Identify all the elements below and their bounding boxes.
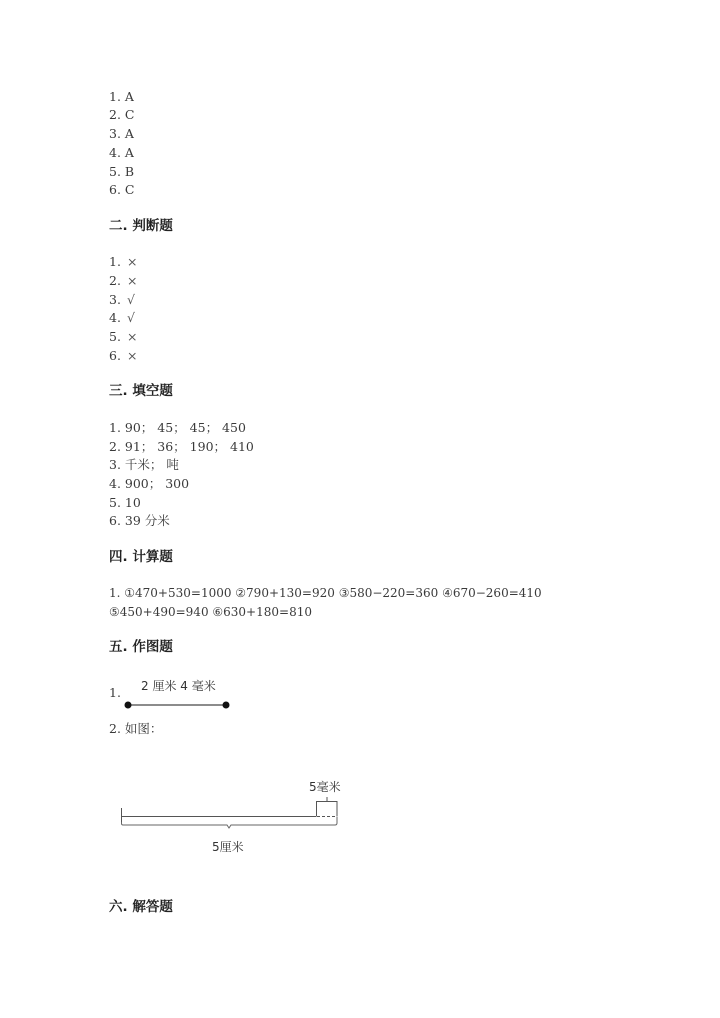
section-title-word-problems: 六. 解答题 xyxy=(109,899,173,915)
choice-answer-4: 4. A xyxy=(109,145,134,160)
item-number: 1. xyxy=(109,254,121,269)
item-number: 4. xyxy=(109,310,121,325)
calculation-line-2: ⑤450+490=940 ⑥630+180=810 xyxy=(109,605,312,619)
fill-blank-answer-6: 6. 39 分米 xyxy=(109,513,170,528)
fill-blank-answer-3: 3. 千米； 吨 xyxy=(109,457,179,472)
choice-answer-6: 6. C xyxy=(109,182,135,197)
fill-blank-answer-5: 5. 10 xyxy=(109,495,141,510)
fill-blank-answer-4: 4. 900； 300 xyxy=(109,476,190,491)
choice-answer-5: 5. B xyxy=(109,164,135,179)
section-title-judgement: 二. 判断题 xyxy=(109,218,173,234)
drawing-item-1-number: 1. xyxy=(109,685,121,700)
calculation-line-1: 1. ①470+530=1000 ②790+130=920 ③580−220=360 ④670−260=410 xyxy=(109,586,542,600)
cross-mark-icon: × xyxy=(126,254,138,269)
fill-blank-answer-2: 2. 91； 36； 190； 410 xyxy=(109,439,254,454)
item-number: 6. xyxy=(109,348,121,363)
segment-length-label: 2 厘米 4 毫米 xyxy=(141,679,216,693)
section-title-drawing: 五. 作图题 xyxy=(109,639,173,655)
check-mark-icon: √ xyxy=(126,310,135,325)
cross-mark-icon: × xyxy=(126,329,138,344)
drawing-item-2-text: 2. 如图： xyxy=(109,721,163,736)
item-number: 3. xyxy=(109,292,121,307)
choice-answer-3: 3. A xyxy=(109,126,134,141)
short-length-label: 5毫米 xyxy=(309,780,341,794)
choice-answer-2: 2. C xyxy=(109,107,135,122)
fill-blank-answer-1: 1. 90； 45； 45； 450 xyxy=(109,420,246,435)
cross-mark-icon: × xyxy=(126,348,138,363)
long-length-label: 5厘米 xyxy=(212,840,244,854)
section-title-fill-blank: 三. 填空题 xyxy=(109,383,173,399)
item-number: 5. xyxy=(109,329,121,344)
item-number: 2. xyxy=(109,273,121,288)
section-title-calculation: 四. 计算题 xyxy=(109,549,173,565)
check-mark-icon: √ xyxy=(126,292,135,307)
choice-answer-1: 1. A xyxy=(109,89,134,104)
cross-mark-icon: × xyxy=(126,273,138,288)
